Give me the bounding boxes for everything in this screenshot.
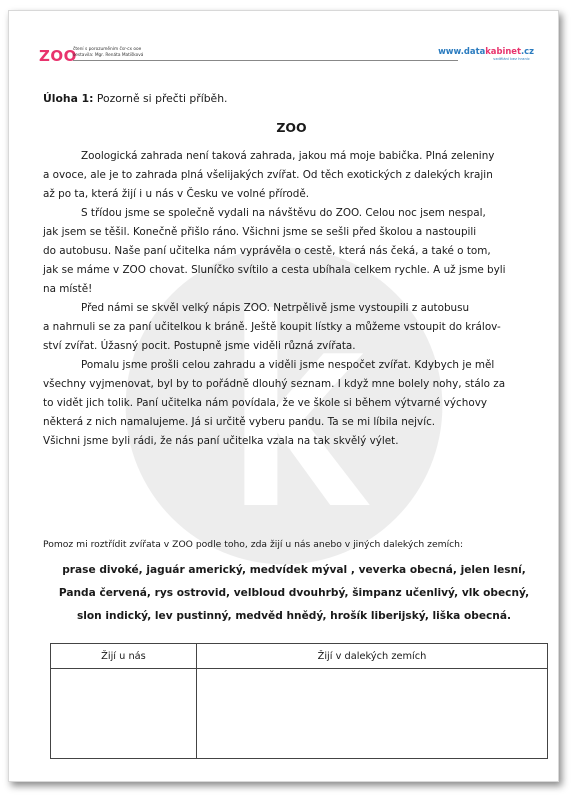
site-prefix: www.data xyxy=(438,46,486,56)
task-text: Pozorně si přečti příběh. xyxy=(93,92,228,105)
answer-cell-local[interactable] xyxy=(51,669,197,759)
story-line: na místě! xyxy=(43,283,93,295)
story-title: ZOO xyxy=(276,120,307,135)
task-instruction xyxy=(43,89,547,108)
story-line: do autobusu. Naše paní učitelka nám vyprávěla o cestě, která nás čeká, a také o tom, xyxy=(43,245,491,257)
website-tagline: vzdělání bez hranic xyxy=(493,56,530,61)
column-header-distant: Žijí v dalekých zemích xyxy=(196,644,547,669)
story-text xyxy=(43,147,547,451)
story-line: až po ta, která žijí i u nás v Česku ve volné přírodě. xyxy=(43,188,310,200)
story-line: a ovoce, ale je to zahrada plná všelijakých zvířat. Od těch exotických z dalekých krajin xyxy=(43,169,493,181)
story-line: jak jsem se těšil. Konečně přišlo ráno. Všichni jsme se sešli před školou a nastoupili xyxy=(43,226,477,238)
worksheet-page xyxy=(8,10,559,782)
story-line: Všichni jsme byli rádi, že nás paní učitelka vzala na tak skvělý výlet. xyxy=(43,435,399,447)
story-line: ství zvířat. Úžasný pocit. Postupně jsme viděli různá zvířata. xyxy=(43,340,356,352)
story-line: některá z nich namalujeme. Já si určitě vyberu pandu. Ta se mi líbila nejvíc. xyxy=(43,416,436,428)
story-line: Pomalu jsme prošli celou zahradu a viděli jsme nespočet zvířat. Kdybych je měl xyxy=(81,359,495,371)
answer-cell-distant[interactable] xyxy=(196,669,547,759)
page-header xyxy=(39,47,540,73)
animal-list-line: slon indický, lev pustinný, medvěd hnědý, hrošík liberijský, liška obecná. xyxy=(76,610,512,622)
animal-list xyxy=(29,559,559,628)
zoo-logo: ZOO xyxy=(39,47,77,65)
story-line: a nahrnuli se za paní učitelkou k bráně. Ještě koupit lístky a můžeme vstoupit do králov- xyxy=(43,321,501,333)
animal-list-line: prase divoké, jaguár americký, medvídek mýval , veverka obecná, jelen lesní, xyxy=(62,564,526,576)
website-link[interactable] xyxy=(438,46,534,56)
sorting-instruction: Pomoz mi roztřídit zvířata v ZOO podle toho, zda žijí u nás anebo v jiných dalekých zemích: xyxy=(43,539,464,550)
story-line: Před námi se skvěl velký nápis ZOO. Netrpělivě jsme vystoupili z autobusu xyxy=(81,302,470,314)
story-line: Zoologická zahrada není taková zahrada, jakou má moje babička. Plná zeleniny xyxy=(81,150,495,162)
story-line: jak se máme v ZOO chovat. Sluníčko svítilo a cesta ubíhala celkem rychle. A už jsme byli xyxy=(43,264,506,276)
story-line: to vidět jich tolik. Paní učitelka nám povídala, že ve škole si během výtvarné výchovy xyxy=(43,397,488,409)
story-line: všechny vyjmenovat, byl by to pořádně dlouhý seznam. I když mne bolely nohy, stálo za xyxy=(43,378,506,390)
header-subtitle-line1: čtení s porozuměním čsr-cx ooe xyxy=(73,47,142,52)
story-line: S třídou jsme se společně vydali na návštěvu do ZOO. Celou noc jsem nespal, xyxy=(81,207,486,219)
column-header-local: Žijí u nás xyxy=(51,644,197,669)
sorting-table xyxy=(50,643,548,759)
site-suffix: .cz xyxy=(520,46,534,56)
header-divider xyxy=(73,60,458,61)
task-label: Úloha 1: xyxy=(43,92,94,105)
header-author-info xyxy=(73,47,143,59)
animal-list-line: Panda červená, rys ostrovid, velbloud dvouhrbý, šimpanz učenlivý, vlk obecný, xyxy=(58,587,530,599)
header-subtitle-line2: sestavila: Mgr. Renáta Matišková xyxy=(73,53,144,58)
site-accent: kabinet xyxy=(485,46,521,56)
